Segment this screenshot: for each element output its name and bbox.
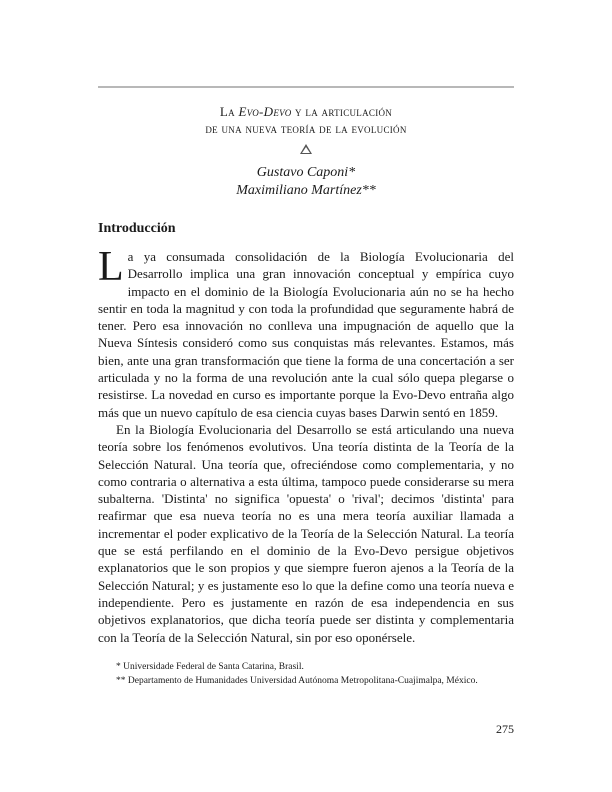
author-2: Maximiliano Martínez** [236, 183, 376, 198]
section-heading: Introducción [98, 221, 176, 236]
paragraph-1-text: a ya consumada consolidación de la Biología Evolucionaria del Desarrollo implica una gran innovación conceptual y empírica cuyo impacto en el dominio de la Biología Evolucionaria aún no se ha hecho sentir en toda la magnitud y con toda la profundidad que seguramente habrá de tener. Pero esa innovación no conlleva una impugnación de aquello que la Nueva Síntesis consideró como sus conquistas más relevantes. Estamos, más bien, ante una gran transformación que tiene la forma de una concertación a ser articulada y no la forma de una revolución ante la cual sólo quepa plegarse o resistirse. La novedad en curso es importante porque la Evo-Devo entraña algo más que un nuevo capítulo de esa ciencia cuyas bases Darwin sentó en 1859. [98, 249, 514, 420]
title-line-1-suffix: y la articulación [291, 104, 393, 119]
paragraph-2: En la Biología Evolucionaria del Desarrollo se está articulando una nueva teoría sobre los fenómenos evolutivos. Una teoría distinta de la Teoría de la Selección Natural. Una teoría que, ofreciéndose como complementaria, y no como contraria o alternativa a esta última, tampoco puede considerarse su mera subalterna. 'Distinta' no significa 'opuesta' o 'rival'; decimos 'distinta' para reafirmar que esa nueva teoría no es una mera teoría auxiliar llamada a incrementar el poder explicativo de la Teoría de la Selección Natural. La teoría que se está perfilando en el dominio de la Evo-Devo persigue objetivos explanatorios que le son propios y que siempre fueron ajenos a la Teoría de la Selección Natural; y es justamente eso lo que la define como una teoría nueva e independiente. Pero es justamente en razón de esa independencia en sus objetivos explanatorios, que dicha teoría puede ser distinta y complementaria con la Teoría de la Selección Natural, sin por eso oponérsele. [98, 421, 514, 645]
footnote-2: ** Departamento de Humanidades Universidad Autónoma Metropolitana-Cuajimalpa, México. [116, 676, 478, 686]
article-title-line-2: de una nueva teoría de la evolución [205, 121, 407, 136]
paragraph-1 [98, 244, 514, 421]
header-rule [98, 86, 514, 88]
footnote-1: * Universidade Federal de Santa Catarina, Brasil. [116, 662, 304, 672]
article-title-line-1 [98, 103, 514, 120]
footnotes [98, 660, 514, 688]
authors [98, 164, 514, 200]
title-line-1-prefix: La [219, 104, 239, 119]
page-number: 275 [496, 722, 514, 736]
author-1: Gustavo Caponi* [256, 165, 356, 180]
body-text [98, 244, 514, 646]
article-title-block [98, 103, 514, 200]
drop-cap: L [98, 244, 124, 290]
title-line-1-emphasis: Evo-Devo [238, 104, 292, 119]
triangle-ornament-icon [300, 144, 312, 154]
